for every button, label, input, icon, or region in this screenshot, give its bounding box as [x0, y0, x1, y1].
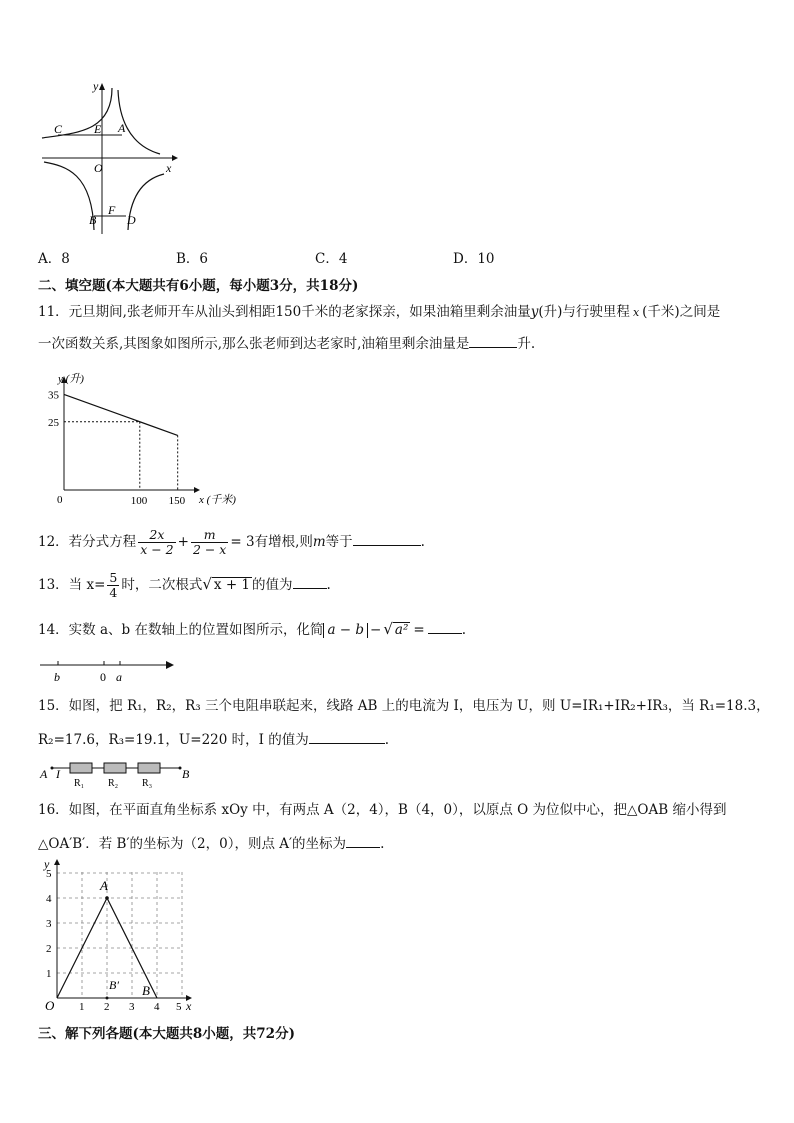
q15-end: . [384, 732, 390, 748]
grid-x-tick-1: 1 [79, 1001, 85, 1012]
q13-text: 13．当 x= [38, 577, 106, 593]
q12-fraction-1 [138, 528, 175, 557]
q13-post: 的值为 [252, 577, 293, 593]
q12-f2-num: m [191, 528, 228, 543]
circuit-figure [36, 760, 196, 788]
q14-text: 14．实数 a、b 在数轴上的位置如图所示，化简 [38, 622, 324, 638]
q14-eq: = [413, 622, 425, 638]
q15-text: R₂=17.6，R₃=19.1，U=220 时，I 的值为 [38, 732, 309, 748]
option-c: C．4 [315, 251, 348, 267]
q11-text-c: 升. [517, 336, 536, 352]
q16-line2 [38, 833, 384, 853]
section-3-heading: 三、解下列各题(本大题共8小题，共72分) [38, 1026, 295, 1042]
number-line-b: b [54, 670, 60, 684]
point-e-label: E [94, 122, 102, 136]
point-f-label: F [108, 203, 116, 217]
q11-text-a: 11．元旦期间,张老师开车从汕头到相距150千米的老家探亲，如果油箱里剩余油量 [38, 304, 531, 320]
fuel-chart [36, 368, 266, 510]
q16-end: . [380, 836, 385, 852]
q11-unit2: (千米)之间是 [642, 304, 721, 320]
chart-y-label: y (升) [58, 373, 84, 385]
point-b-label: B [89, 213, 97, 227]
chart-x-tick-100: 100 [130, 495, 148, 507]
q13-mid: 时，二次根式 [121, 577, 203, 593]
grid-y-tick-1: 1 [46, 968, 52, 980]
grid-point-b-prime: B′ [109, 978, 119, 992]
grid-point-a: A [100, 878, 108, 893]
grid-x-tick-5: 5 [176, 1001, 182, 1012]
radical-sign: √ [383, 620, 393, 638]
q15-line1: 15．如图，把 R₁，R₂，R₃ 三个电阻串联起来，线路 AB 上的电流为 I，电压为 U，则 U=IR₁+IR₂+IR₃，当 R₁=18.3， [38, 698, 770, 714]
q13-answer-blank[interactable] [293, 574, 327, 589]
grid-x-label: x [186, 999, 192, 1012]
q13-radicand: x + 1 [213, 577, 251, 593]
option-a: A．8 [38, 251, 70, 267]
chart-origin-label: 0 [57, 494, 63, 506]
grid-y-tick-2: 2 [46, 943, 52, 955]
q11-var-y: y [530, 304, 539, 320]
circuit-r1: R₁ [74, 778, 85, 788]
resistor-1 [70, 763, 92, 773]
grid-x-tick-4: 4 [154, 1001, 160, 1012]
q12-var-m: m [312, 534, 326, 550]
q16-answer-blank[interactable] [346, 833, 380, 848]
coordinate-grid-figure [36, 856, 206, 1012]
option-d: D．10 [453, 251, 495, 267]
circuit-r3: R₃ [142, 778, 153, 788]
q14-end: . [461, 622, 466, 638]
q13-num: 5 [109, 570, 118, 585]
q12-plus: + [177, 534, 189, 550]
q16-text: △OA′B′．若 B′的坐标为（2，0），则点 A′的坐标为 [38, 836, 347, 852]
q11-var-x: x [632, 306, 640, 319]
q14-abs-value: a − b [323, 623, 368, 638]
number-line-zero: 0 [100, 670, 106, 684]
grid-y-tick-4: 4 [46, 893, 52, 905]
q15-answer-blank[interactable] [309, 729, 385, 744]
chart-series-line [64, 394, 178, 435]
q12-eq: = 3有增根,则 [230, 534, 313, 550]
grid-x-tick-3: 3 [129, 1001, 135, 1012]
number-line-a: a [116, 670, 122, 684]
y-axis-label: y [93, 79, 99, 93]
hyperbola-figure [36, 78, 186, 238]
q15-line2 [38, 729, 389, 749]
q13-den: 4 [109, 585, 118, 600]
q12-f2-den: 2 − x [192, 542, 227, 557]
grid-y-tick-5: 5 [46, 868, 52, 880]
q11-line2 [38, 333, 535, 353]
circuit-i: I [56, 767, 60, 781]
q12-text: 12．若分式方程 [38, 534, 137, 550]
option-b: B．6 [176, 251, 209, 267]
point-d-label: D [127, 213, 136, 227]
circuit-r2: R₂ [108, 778, 119, 788]
q12-f1-num: 2x [138, 528, 175, 543]
q14 [38, 619, 466, 639]
q13-fraction [107, 571, 119, 600]
section-2-heading: 二、填空题(本大题共有6小题，每小题3分，共18分) [38, 278, 359, 294]
q12 [38, 524, 425, 560]
q14-answer-blank[interactable] [428, 619, 462, 634]
q11-line1 [38, 303, 720, 322]
q12-f1-den: x − 2 [140, 542, 174, 557]
chart-y-tick-25: 25 [48, 416, 59, 429]
origin-label: O [94, 161, 103, 175]
chart-x-label: x (千米) [199, 494, 236, 506]
point-a-label: A [118, 121, 126, 135]
q12-post: 等于 [325, 534, 353, 550]
q14-minus: − [370, 622, 382, 638]
resistor-3 [138, 763, 160, 773]
resistor-2 [104, 763, 126, 773]
circuit-b: B [182, 767, 190, 781]
q13 [38, 566, 331, 603]
grid-x-tick-2: 2 [104, 1001, 110, 1012]
chart-y-tick-35: 35 [48, 389, 59, 402]
radical-sign: √ [202, 575, 212, 593]
q11-text-b: 一次函数关系,其图象如图所示,那么张老师到达老家时,油箱里剩余油量是 [38, 336, 470, 352]
circuit-a: A [40, 767, 48, 781]
q12-end: . [420, 534, 425, 550]
x-axis-label: x [166, 161, 172, 175]
q12-answer-blank[interactable] [353, 531, 421, 546]
q11-unit1: (升)与行驶里程 [538, 304, 630, 320]
number-line-figure [38, 655, 178, 685]
grid-y-label: y [44, 857, 50, 871]
grid-point-b: B [142, 983, 150, 998]
q16-line1: 16．如图，在平面直角坐标系 xOy 中，有两点 A（2，4），B（4，0），以原点 O 为位似中心，把△OAB 缩小得到 [38, 802, 727, 818]
q14-radicand: a² [394, 622, 409, 638]
grid-origin: O [45, 998, 55, 1012]
q12-fraction-2 [191, 528, 228, 557]
grid-y-tick-3: 3 [46, 918, 52, 930]
chart-x-tick-150: 150 [168, 495, 186, 507]
q11-answer-blank[interactable] [469, 333, 517, 348]
point-c-label: C [54, 122, 63, 136]
q13-end: . [326, 577, 331, 593]
